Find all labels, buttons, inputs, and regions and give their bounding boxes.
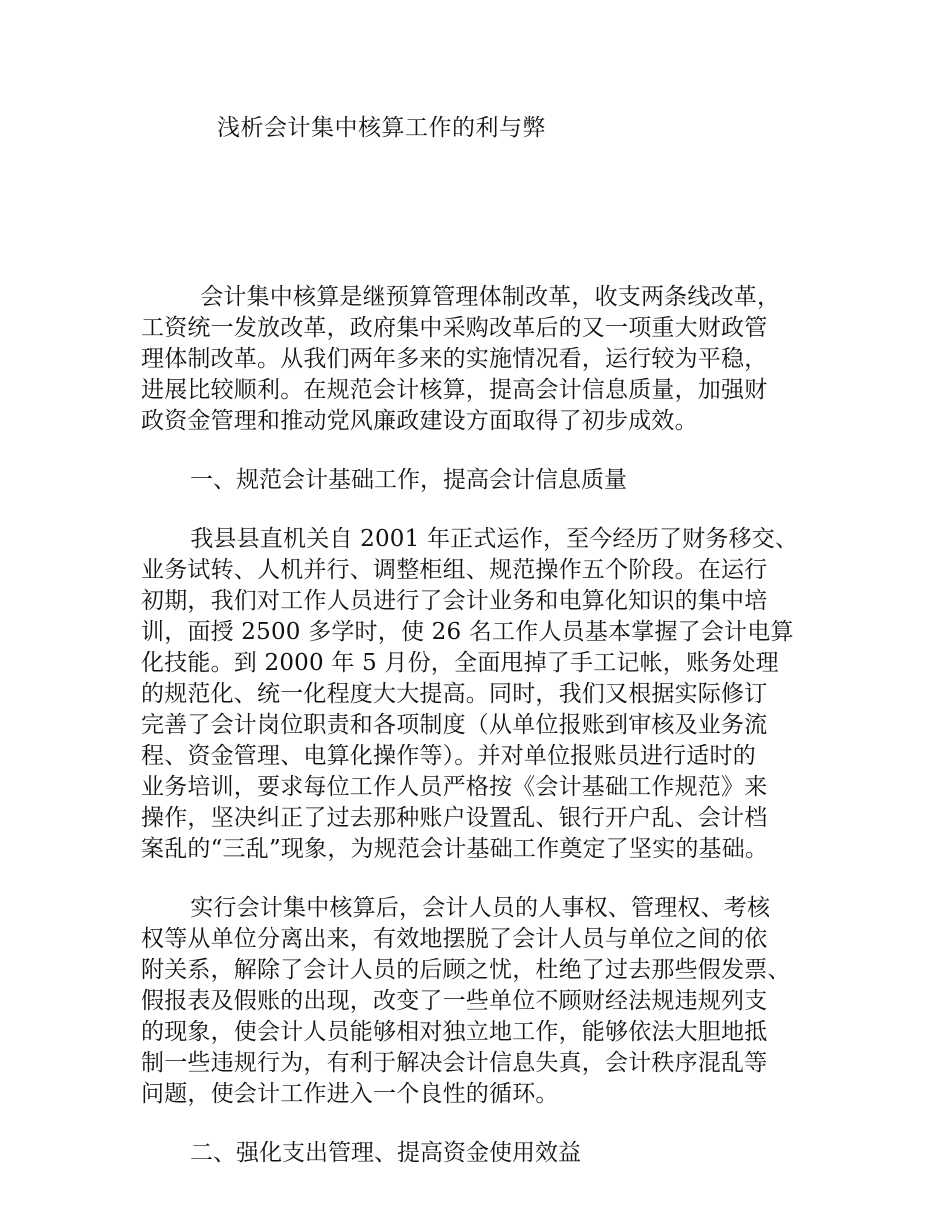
intro-paragraph bbox=[141, 282, 831, 437]
para2-line-7: 完善了会计岗位职责和各项制度（从单位报账到审核及业务流 bbox=[141, 712, 768, 738]
para2-line-8: 程、资金管理、电算化操作等）。并对单位报账员进行适时的 bbox=[141, 743, 756, 769]
para3-line-5: 的现象，使会计人员能够相对独立地工作，能够依法大胆地抵 bbox=[141, 1019, 768, 1045]
intro-line-5: 政资金管理和推动党风廉政建设方面取得了初步成效。 bbox=[141, 408, 698, 434]
para2-line-6: 的规范化、统一化程度大大提高。同时，我们又根据实际修订 bbox=[141, 681, 768, 707]
paragraph-3 bbox=[141, 893, 831, 1110]
para3-line-4: 假报表及假账的出现，改变了一些单位不顾财经法规违规列支 bbox=[141, 988, 768, 1014]
para3-line-1: 实行会计集中核算后，会计人员的人事权、管理权、考核 bbox=[167, 895, 771, 921]
paragraph-gap bbox=[141, 496, 831, 524]
para2-line-2: 业务试转、人机并行、调整柜组、规范操作五个阶段。在运行 bbox=[141, 557, 768, 583]
section-heading-2: 二、强化支出管理、提高资金使用效益 bbox=[167, 1140, 581, 1166]
para3-line-3: 附关系，解除了会计人员的后顾之忧，杜绝了过去那些假发票、 bbox=[141, 957, 791, 983]
para2-line-9: 业务培训，要求每位工作人员严格按《会计基础工作规范》来 bbox=[141, 774, 768, 800]
paragraph-gap bbox=[141, 865, 831, 893]
paragraph-2 bbox=[141, 524, 831, 865]
paragraph-gap bbox=[141, 437, 831, 465]
para3-line-2: 权等从单位分离出来，有效地摆脱了会计人员与单位之间的依 bbox=[141, 926, 768, 952]
para2-line-10: 操作，坚决纠正了过去那种账户设置乱、银行开户乱、会计档 bbox=[141, 805, 768, 831]
paragraph-gap bbox=[141, 1110, 831, 1138]
para3-line-7: 问题，使会计工作进入一个良性的循环。 bbox=[141, 1081, 559, 1107]
intro-line-1: 会计集中核算是继预算管理体制改革，收支两条线改革， bbox=[177, 284, 781, 310]
document-title: 浅析会计集中核算工作的利与弊 bbox=[217, 115, 546, 141]
section-heading-1: 一、规范会计基础工作，提高会计信息质量 bbox=[167, 467, 627, 493]
para2-line-4: 训，面授 2500 多学时，使 26 名工作人员基本掌握了会计电算 bbox=[141, 619, 794, 645]
intro-line-3: 理体制改革。从我们两年多来的实施情况看，运行较为平稳， bbox=[141, 346, 768, 372]
para2-line-3: 初期，我们对工作人员进行了会计业务和电算化知识的集中培 bbox=[141, 588, 768, 614]
document-body bbox=[141, 282, 831, 1169]
intro-line-2: 工资统一发放改革，政府集中采购改革后的又一项重大财政管 bbox=[141, 315, 768, 341]
para2-line-11: 案乱的“三乱”现象，为规范会计基础工作奠定了坚实的基础。 bbox=[141, 836, 769, 862]
intro-line-4: 进展比较顺利。在规范会计核算，提高会计信息质量，加强财 bbox=[141, 377, 768, 403]
para2-line-5: 化技能。到 2000 年 5 月份，全面甩掉了手工记帐，账务处理 bbox=[141, 650, 779, 676]
para3-line-6: 制一些违规行为，有利于解决会计信息失真，会计秩序混乱等 bbox=[141, 1050, 768, 1076]
para2-line-1: 我县县直机关自 2001 年正式运作，至今经历了财务移交、 bbox=[167, 526, 799, 552]
